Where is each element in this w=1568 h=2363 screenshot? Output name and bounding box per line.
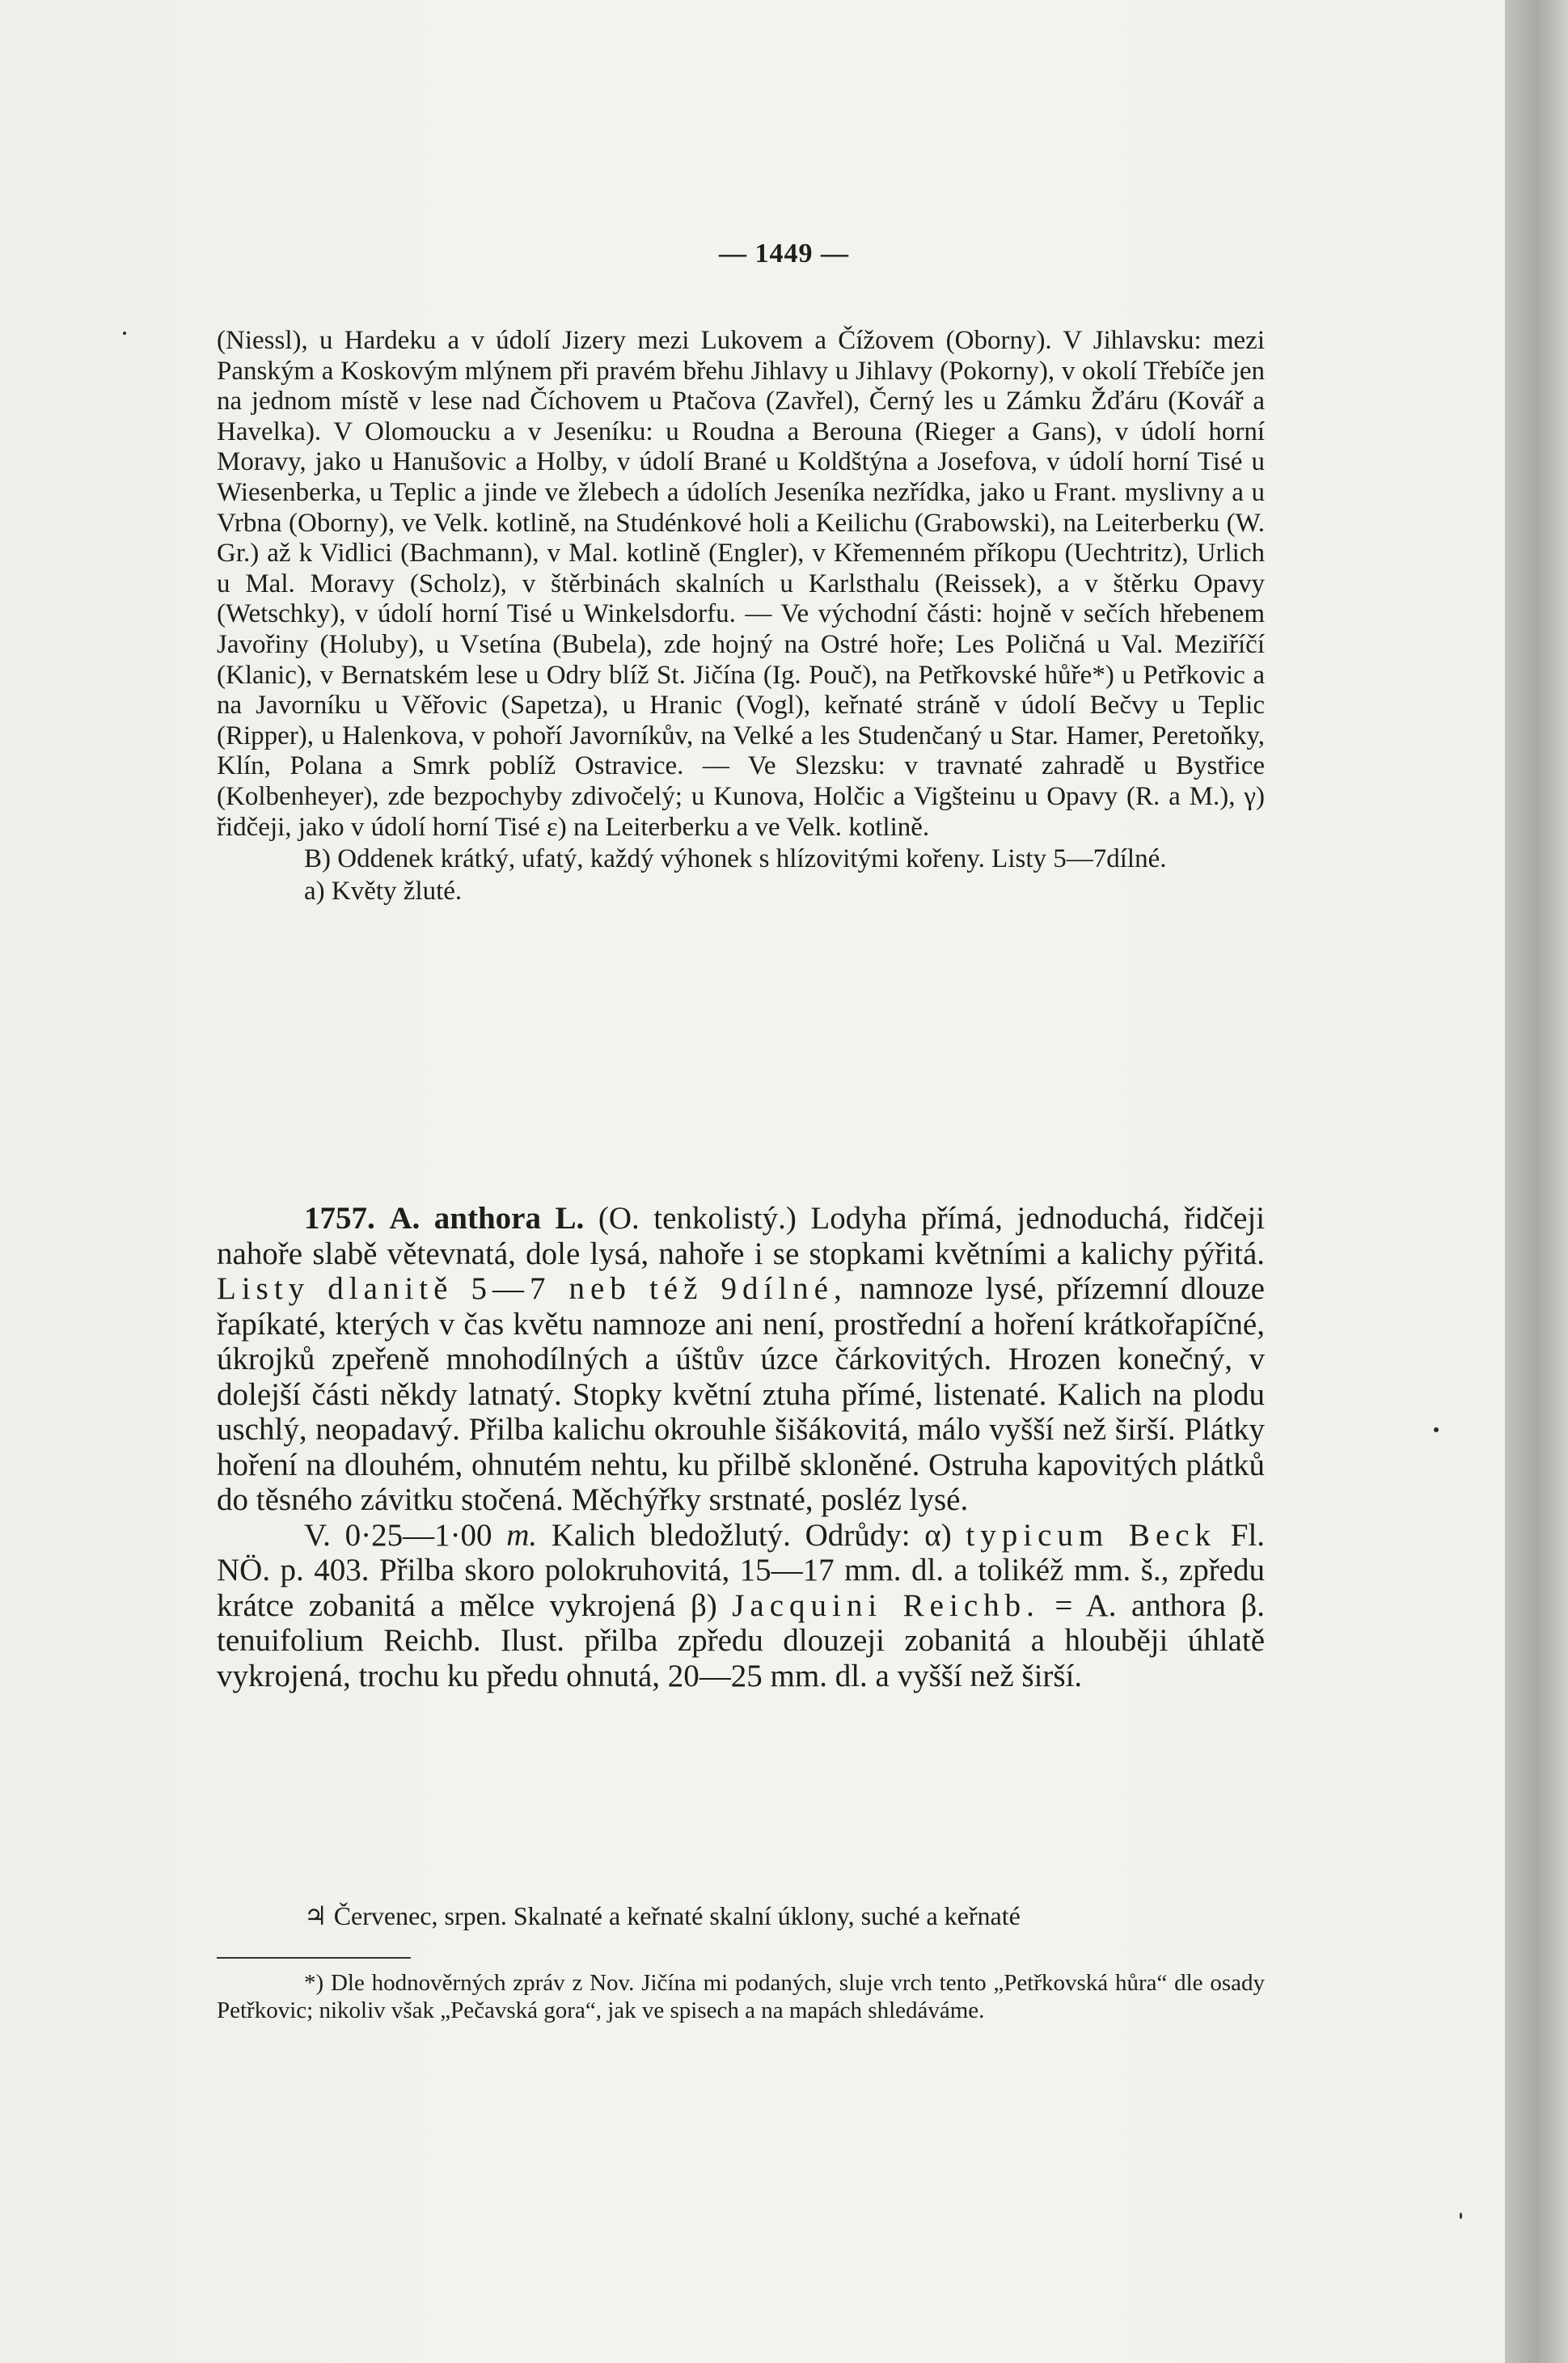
variety-beta-name: Jacquini Reichb. [732, 1587, 1040, 1623]
measurements-unit: m. [506, 1517, 538, 1553]
species-number: 1757. [304, 1201, 375, 1236]
measurements-varieties-intro: Kalich bledožlutý. Odrůdy: α) [551, 1517, 952, 1553]
footnote [217, 1970, 1265, 2024]
species-leaf-emphasis: Listy dlanitě 5—7 neb též 9dílné, [217, 1271, 847, 1306]
species-name: A. anthora L. [389, 1201, 585, 1236]
variety-alpha-description: Fl. NÖ. p. 403. Přilba skoro polokruhovitá, 15—17 mm. dl. a tolikéž mm. š., zpředu krátce zobanitá a mělce vykrojená β) [217, 1517, 1266, 1623]
print-speck [123, 332, 126, 335]
footnote-text: *) Dle hodnověrných zpráv z Nov. Jičína mi podaných, sluje vrch tento „Petřkovská hůra“ dle osady Petřkovic; nikoliv však „Pečavská gora“, jak ve spisech a na mapách shledáváme. [217, 1970, 1265, 2023]
variety-beta-description: = A. anthora β. tenuifolium Reichb. Ilust. přilba zpředu dlouzeji zobanitá a hlouběji úhlatě vykrojená, trochu ku předu ohnutá, 20—25 mm. dl. a vyšší než širší. [217, 1587, 1265, 1693]
species-description-part-1: Lodyha přímá, jednoduchá, řidčeji nahoře slabě větevnatá, dole lysá, nahoře i se stopkami květními a kalichy pýřitá. [217, 1201, 1266, 1271]
section-a-paragraph: a) Květy žluté. [304, 876, 463, 906]
species-entry [217, 1201, 1265, 1693]
section-b-paragraph: B) Oddenek krátký, ufatý, každý výhonek s hlízovitými kořeny. Listy 5—7dílné. [304, 844, 1167, 874]
habitat-block [217, 1901, 1265, 1932]
measurements-height: V. 0·25—1·00 [304, 1517, 492, 1553]
species-paragraph [217, 1201, 1265, 1518]
page-number: — 1449 — [719, 239, 849, 268]
continuation-paragraph: (Niessl), u Hardeku a v údolí Jizery mezi Lukovem a Čížovem (Oborny). V Jihlavsku: mezi Panským a Koskovým mlýnem při pravém břehu Jihlavy u Jihlavy (Pokorny), v okolí Třebíče jen na jednom místě v lese nad Číchovem u Ptačova (Zavřel), Černý les u Zámku Žďáru (Kovář a Havelka). V Olomoucku a v Jeseníku: u Roudna a Berouna (Rieger a Gans), v údolí horní Moravy, jako u Hanušovic a Holby, v údolí Brané u Koldštýna a Josefova, v údolí horní Tisé u Wiesenberka, u Teplic a jinde ve žlebech a údolích Jeseníka nezřídka, jako u Frant. myslivny a u Vrbna (Oborny), ve Velk. kotlině, na Studénkové holi a Keilichu (Grabowski), na Leiterberku (W. Gr.) až k Vidlici (Bachmann), v Mal. kotlině (Engler), v Křemenném příkopu (Uechtritz), Urlich u Mal. Moravy (Scholz), v štěrbinách skalních u Karlsthalu (Reissek), a v štěrku Opavy (Wetschky), v údolí horní Tisé u Winkelsdorfu. — Ve východní části: hojně v sečích hřebenem Javořiny (Holuby), u Vsetína (Bubela), zde hojný na Ostré hoře; Les Poličná u Val. Meziříčí (Klanic), v Bernatském lese u Odry blíž St. Jičína (Ig. Pouč), na Petřkovské hůře*) u Petřkovic a na Javorníku u Věřovic (Sapetza), u Hranic (Vogl), keřnaté stráně v údolí Bečvy u Teplic (Ripper), u Halenkova, v pohoří Javorníkův, na Velké a les Studenčaný u Star. Hamer, Peretoňky, Klín, Polana a Smrk poblíž Ostravice. — Ve Slezsku: v travnaté zahradě u Bystřice (Kolbenheyer), zde bezpochyby zdivočelý; u Kunova, Holčic a Vigšteinu u Opavy (R. a M.), γ) řidčeji, jako v údolí horní Tisé ε) na Leiterberku a ve Velk. kotlině. [217, 326, 1265, 842]
distribution-paragraph-block [217, 326, 1265, 907]
species-description-part-2: namnoze lysé, přízemní dlouze řapíkaté, kterých v čas květu namnoze ani není, prostřední a hoření krátkořapíčné, úkrojků zpeřeně mnohodílných a úštův úzce čárkovitých. Hrozen konečný, v dolejší části někdy latnatý. Stopky květní ztuha přímé, listenaté. Kalich na plodu uschlý, neopadavý. Přilba kalichu okrouhle šišákovitá, málo vyšší než širší. Plátky hoření na dlouhém, ohnutém nehtu, ku přilbě skloněné. Ostruha kapovitých plátků do těsného závitku stočená. Měchýřky srstnaté, posléz lysé. [217, 1271, 1265, 1517]
footnote-divider [217, 1957, 411, 1959]
habitat-line: ♃ Červenec, srpen. Skalnaté a keřnaté skalní úklony, suché a keřnaté [304, 1901, 1021, 1930]
variety-alpha-name: typicum Beck [966, 1517, 1217, 1553]
species-common-name: (O. tenkolistý.) [598, 1201, 797, 1236]
print-speck [1434, 1427, 1439, 1432]
measurements-paragraph [217, 1518, 1265, 1694]
print-speck [1460, 2213, 1462, 2219]
page-edge-shadow [1505, 0, 1568, 2363]
